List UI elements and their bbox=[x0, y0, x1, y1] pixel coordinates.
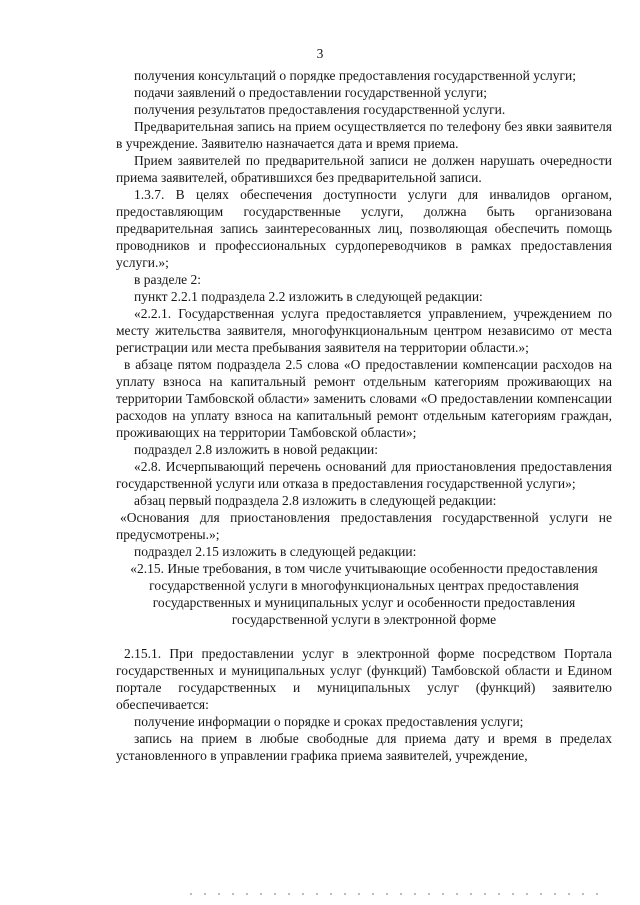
paragraph: получение информации о порядке и сроках предоставления услуги; bbox=[134, 714, 524, 729]
paragraph: «Основания для приостановления предоставления государственной услуги не предусмотрены.»; bbox=[116, 510, 612, 542]
paragraph: подачи заявлений о предоставлении государственной услуги; bbox=[134, 85, 488, 100]
paragraph: 1.3.7. В целях обеспечения доступности услуги для инвалидов органом, предоставляющим государственные услуги, должна быть организована предварительная запись заинтересованных лиц, позволяющая обеспечить помощь проводников и профессиональных сурдопереводчиков в рамках предоставления услуги.»; bbox=[116, 187, 612, 270]
paragraph: «2.2.1. Государственная услуга предоставляется управлением, учреждением по месту жительства заявителя, многофункциональным центром независимо от места регистрации или места пребывания заявителя на территории области.»; bbox=[116, 306, 612, 355]
paragraph: подраздел 2.8 изложить в новой редакции: bbox=[134, 442, 378, 457]
paragraph: в абзаце пятом подраздела 2.5 слова «О предоставлении компенсации расходов на уплату взноса на капитальный ремонт отдельным категориям проживающих на территории Тамбовской области» заменить словами «О предоставлении компенсации расходов на уплату взноса на капитальный ремонт отдельным категориям граждан, проживающих на территории Тамбовской области»; bbox=[116, 357, 612, 440]
paragraph: в разделе 2: bbox=[134, 272, 202, 287]
paragraph: Предварительная запись на прием осуществляется по телефону без явки заявителя в учреждение. Заявителю назначается дата и время приема. bbox=[116, 119, 612, 151]
paragraph: 2.15.1. При предоставлении услуг в электронной форме посредством Портала государственных и муниципальных услуг (функций) Тамбовской области и Едином портале государственных и муниципальных услуг (функций) заявителю обеспечивается: bbox=[116, 646, 612, 712]
page-number: 3 bbox=[316, 46, 324, 61]
paragraph: пункт 2.2.1 подраздела 2.2 изложить в следующей редакции: bbox=[134, 289, 483, 304]
paragraph: «2.8. Исчерпывающий перечень оснований для приостановления предоставления государственной услуги или отказа в предоставления государственной услуги»; bbox=[116, 459, 612, 491]
paragraph: запись на прием в любые свободные для приема дату и время в пределах установленного в управлении графика приема заявителей, учреждение, bbox=[116, 731, 612, 763]
body-text bbox=[116, 67, 612, 764]
section-heading: «2.15. Иные требования, в том числе учитывающие особенности предоставления государственной услуги в многофункциональных центрах предоставления государственных и муниципальных услуг и особенности предоставления государственной услуги в электронной форме bbox=[130, 561, 598, 627]
paragraph: абзац первый подраздела 2.8 изложить в следующей редакции: bbox=[134, 493, 497, 508]
cut-off-text-line bbox=[190, 893, 610, 895]
spacer bbox=[116, 628, 612, 645]
paragraph: подраздел 2.15 изложить в следующей редакции: bbox=[134, 544, 417, 559]
paragraph: получения консультаций о порядке предоставления государственной услуги; bbox=[134, 68, 576, 83]
paragraph: получения результатов предоставления государственной услуги. bbox=[134, 102, 506, 117]
paragraph: Прием заявителей по предварительной записи не должен нарушать очередности приема заявителей, обратившихся без предварительной записи. bbox=[116, 153, 612, 185]
